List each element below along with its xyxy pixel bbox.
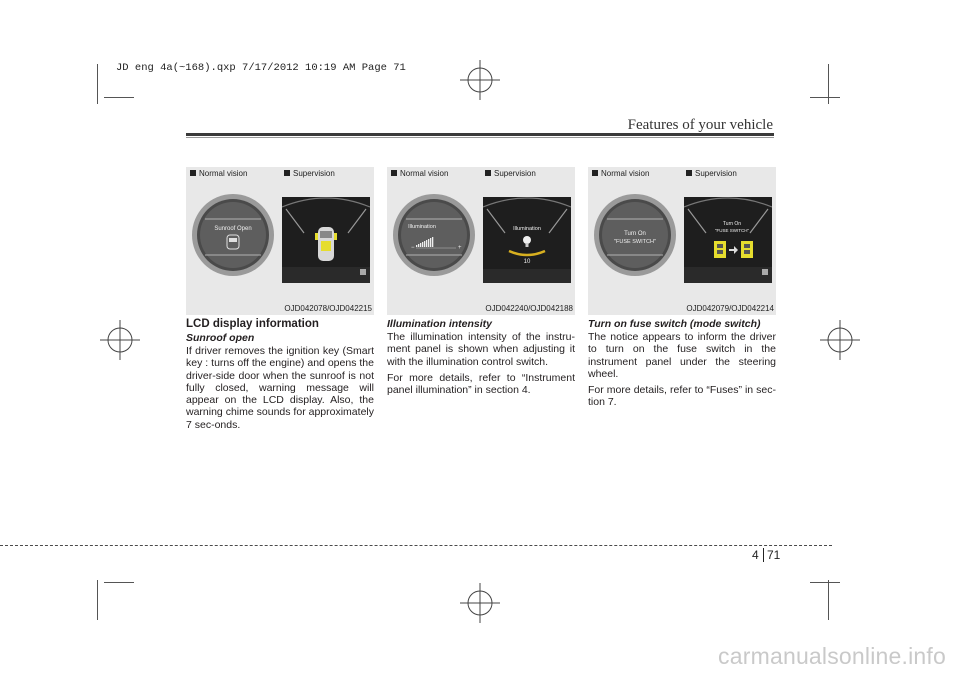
paragraph: For more details, refer to “Fuses” in sec-tion 7. (588, 384, 776, 409)
screen-supervision (684, 197, 772, 283)
section-title: Features of your vehicle (627, 117, 773, 133)
header-rule (186, 133, 774, 136)
figure-illumination (387, 167, 575, 315)
figure-code: OJD042240/OJD042188 (485, 304, 573, 313)
subheading-illumination: Illumination intensity (387, 318, 493, 330)
figure-sunroof-open (186, 167, 374, 315)
column-fuse-switch (588, 318, 776, 413)
watermark: carmanualsonline.info (718, 643, 946, 669)
svg-text:Illumination: Illumination (513, 226, 541, 232)
registration-mark-left (100, 320, 140, 360)
header-rule-thin (186, 137, 774, 138)
gauge-normal-vision (593, 193, 677, 277)
figure-code: OJD042079/OJD042214 (686, 304, 774, 313)
supervision-label: Supervision (485, 169, 536, 178)
page-number-separator (763, 548, 764, 562)
normal-vision-label: Normal vision (592, 169, 649, 178)
svg-text:Turn On: Turn On (624, 231, 646, 237)
page-chapter: 4 (752, 548, 759, 562)
paragraph: If driver removes the ignition key (Smart key : turns off the engine) and opens the driver-side door when the sunroof is not fully closed, warning message will appear on the LCD display. Also, the warning chime sounds for approximately 7 sec-onds. (186, 345, 374, 431)
gauge-normal-vision (392, 193, 476, 277)
screen-supervision (282, 197, 370, 283)
column-illumination (387, 318, 575, 400)
svg-text:Illumination: Illumination (408, 224, 436, 230)
svg-text:"FUSE SWITCH": "FUSE SWITCH" (714, 228, 750, 233)
screen-supervision (483, 197, 571, 283)
registration-mark-bottom (460, 583, 500, 623)
registration-mark-top (460, 60, 500, 100)
printer-slug-line: JD eng 4a(~168).qxp 7/17/2012 10:19 AM Page 71 (116, 62, 406, 74)
svg-text:10: 10 (523, 259, 531, 265)
heading-lcd-display: LCD display information (186, 318, 319, 330)
svg-text:+: + (458, 245, 462, 251)
footer-rule (0, 545, 832, 546)
supervision-label: Supervision (284, 169, 335, 178)
svg-text:"FUSE SWITCH": "FUSE SWITCH" (614, 239, 656, 245)
svg-text:Turn On: Turn On (722, 221, 742, 227)
figure-fuse-switch (588, 167, 776, 315)
column-sunroof (186, 318, 374, 435)
svg-text:−: − (411, 245, 415, 251)
normal-vision-label: Normal vision (391, 169, 448, 178)
supervision-label: Supervision (686, 169, 737, 178)
normal-vision-label: Normal vision (190, 169, 247, 178)
subheading-sunroof-open: Sunroof open (186, 332, 255, 344)
subheading-fuse-switch: Turn on fuse switch (mode switch) (588, 318, 761, 330)
page-number: 71 (767, 548, 781, 562)
registration-mark-right (820, 320, 860, 360)
paragraph: The illumination intensity of the instru-ment panel is shown when adjusting it with the illumination control switch. (387, 331, 575, 368)
figure-code: OJD042078/OJD042215 (284, 304, 372, 313)
paragraph: The notice appears to inform the driver to turn on the fuse switch in the instrument panel under the steering wheel. (588, 331, 776, 380)
svg-text:Sunroof Open: Sunroof Open (214, 226, 252, 232)
gauge-normal-vision (191, 193, 275, 277)
paragraph: For more details, refer to “Instrument panel illumination” in section 4. (387, 371, 575, 397)
